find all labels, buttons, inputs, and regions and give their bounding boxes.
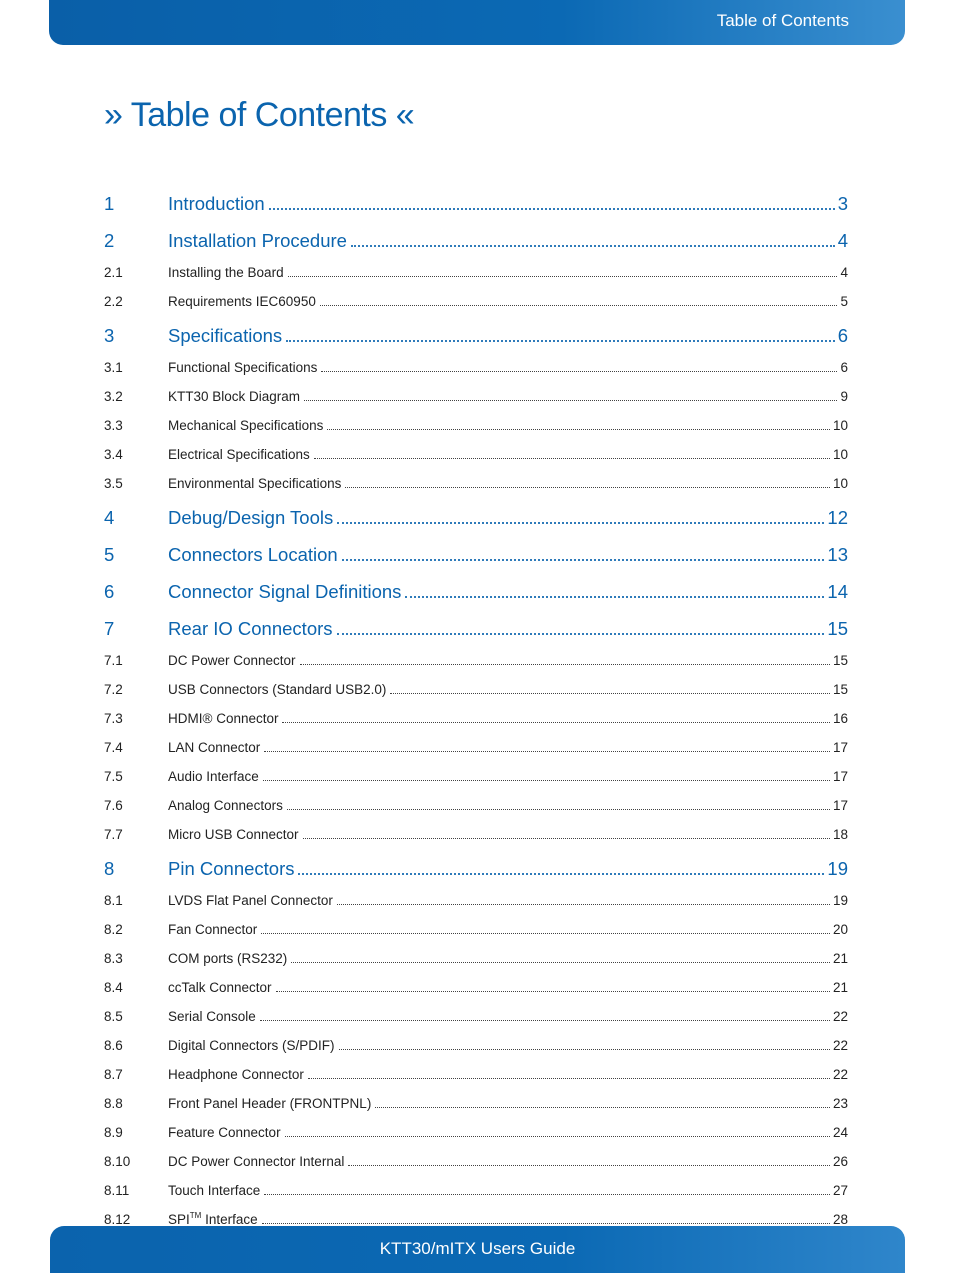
toc-entry-title: Digital Connectors (S/PDIF) [168, 1037, 335, 1053]
dot-leader [260, 1006, 830, 1021]
toc-entry-number: 8.11 [104, 1182, 130, 1198]
toc-entry-title: Touch Interface [168, 1182, 261, 1198]
toc-page-number: 17 [832, 797, 848, 813]
dot-leader [314, 444, 830, 459]
toc-entry-title: Analog Connectors [168, 797, 283, 813]
toc-entry-number: 3.3 [104, 417, 123, 433]
toc-entry-title: LVDS Flat Panel Connector [168, 892, 333, 908]
toc-page-number: 6 [837, 324, 848, 346]
dot-leader [337, 503, 824, 524]
toc-entry-number: 2.1 [104, 264, 123, 280]
toc-entry-title: Rear IO Connectors [168, 617, 333, 639]
toc-page-number: 28 [832, 1211, 848, 1227]
toc-entry-number: 8.9 [104, 1124, 123, 1140]
toc-entry-number: 6 [104, 580, 115, 602]
header-title: Table of Contents [716, 11, 849, 30]
dot-leader [337, 614, 825, 635]
dot-leader [327, 415, 830, 430]
toc-entry-number: 8.3 [104, 950, 123, 966]
dot-leader [264, 737, 830, 752]
toc-chapter-entry[interactable] [104, 184, 848, 221]
toc-section-entry[interactable] [104, 704, 848, 733]
dot-leader [345, 473, 830, 488]
toc-entry-number: 8.1 [104, 892, 123, 908]
toc-entry-title: Headphone Connector [168, 1066, 304, 1082]
toc-chapter-entry[interactable] [104, 535, 848, 572]
toc-entry-title-main: SPI [168, 1211, 190, 1227]
toc-entry-title: Electrical Specifications [168, 446, 310, 462]
toc-page-number: 27 [832, 1182, 848, 1198]
toc-page-number: 5 [840, 293, 848, 309]
toc-page-number: 19 [827, 857, 848, 879]
toc-section-entry[interactable] [104, 820, 848, 849]
toc-section-entry[interactable] [104, 1176, 848, 1205]
toc-page-number: 13 [827, 543, 848, 565]
toc-section-entry[interactable] [104, 1060, 848, 1089]
toc-page-number: 22 [832, 1037, 848, 1053]
toc-page-number: 17 [832, 739, 848, 755]
toc-entry-number: 2 [104, 229, 115, 251]
dot-leader [288, 262, 838, 277]
toc-page-number: 6 [840, 359, 848, 375]
toc-page-number: 9 [840, 388, 848, 404]
dot-leader [320, 291, 838, 306]
dot-leader [264, 1180, 830, 1195]
toc-section-entry[interactable] [104, 973, 848, 1002]
dot-leader [282, 708, 829, 723]
dot-leader [375, 1093, 830, 1108]
toc-entry-title: Serial Console [168, 1008, 256, 1024]
toc-entry-title: DC Power Connector Internal [168, 1153, 345, 1169]
toc-entry-title: ccTalk Connector [168, 979, 272, 995]
toc-page-number: 20 [832, 921, 848, 937]
toc-section-entry[interactable] [104, 733, 848, 762]
toc-entry-number: 8.12 [104, 1211, 131, 1227]
toc-section-entry[interactable] [104, 353, 848, 382]
toc-entry-title: HDMI® Connector [168, 710, 279, 726]
toc-entry-number: 2.2 [104, 293, 123, 309]
toc-page-number: 10 [832, 417, 848, 433]
toc-entry-number: 8.6 [104, 1037, 123, 1053]
toc-entry-title: Debug/Design Tools [168, 506, 334, 528]
toc-section-entry[interactable] [104, 258, 848, 287]
toc-entry-title: Specifications [168, 324, 283, 346]
toc-entry-title: Front Panel Header (FRONTPNL) [168, 1095, 372, 1111]
toc-page-number: 16 [832, 710, 848, 726]
toc-entry-title: Requirements IEC60950 [168, 293, 316, 309]
toc-entry-number: 7.2 [104, 681, 123, 697]
toc-entry-number: 3.1 [104, 359, 123, 375]
toc-entry-title: COM ports (RS232) [168, 950, 288, 966]
dot-leader [300, 650, 830, 665]
table-of-contents [104, 184, 848, 1234]
dot-leader [303, 824, 830, 839]
toc-section-entry[interactable] [104, 1118, 848, 1147]
toc-entry-title: Environmental Specifications [168, 475, 342, 491]
dot-leader [269, 189, 835, 210]
dot-leader [287, 795, 830, 810]
toc-section-entry[interactable] [104, 411, 848, 440]
dot-leader [286, 321, 835, 342]
toc-section-entry[interactable] [104, 762, 848, 791]
dot-leader [321, 357, 837, 372]
toc-entry-number: 8.8 [104, 1095, 123, 1111]
toc-entry-title: Fan Connector [168, 921, 258, 937]
footer-title: KTT30/mITX Users Guide [379, 1239, 576, 1258]
toc-chapter-entry[interactable] [104, 609, 848, 646]
toc-entry-title: Connector Signal Definitions [168, 580, 402, 602]
toc-section-entry[interactable] [104, 382, 848, 411]
dot-leader [351, 226, 835, 247]
toc-section-entry[interactable] [104, 469, 848, 498]
toc-entry-number: 3.4 [104, 446, 123, 462]
page-title: » Table of Contents « [104, 96, 415, 134]
toc-section-entry[interactable] [104, 944, 848, 973]
toc-page-number: 24 [832, 1124, 848, 1140]
toc-section-entry[interactable] [104, 440, 848, 469]
toc-entry-number: 1 [104, 192, 115, 214]
toc-entry-number: 8.4 [104, 979, 123, 995]
dot-leader [337, 890, 830, 905]
toc-entry-number: 3 [104, 324, 115, 346]
toc-entry-number: 7.7 [104, 826, 123, 842]
toc-section-entry[interactable] [104, 287, 848, 316]
toc-page-number: 15 [832, 652, 848, 668]
toc-page-number: 15 [827, 617, 848, 639]
trademark-superscript: TM [189, 1210, 202, 1220]
toc-entry-title-rest: Interface [201, 1211, 258, 1227]
toc-section-entry[interactable] [104, 1089, 848, 1118]
toc-entry-title: DC Power Connector [168, 652, 296, 668]
toc-section-entry[interactable] [104, 675, 848, 704]
toc-entry-title: LAN Connector [168, 739, 261, 755]
toc-entry-number: 5 [104, 543, 115, 565]
toc-section-entry[interactable] [104, 646, 848, 675]
toc-section-entry[interactable] [104, 791, 848, 820]
toc-section-entry[interactable] [104, 886, 848, 915]
toc-page-number: 12 [827, 506, 848, 528]
toc-entry-title: Introduction [168, 192, 265, 214]
toc-entry-number: 7.4 [104, 739, 123, 755]
toc-page-number: 21 [832, 979, 848, 995]
toc-page-number: 22 [832, 1008, 848, 1024]
toc-section-entry[interactable] [104, 1147, 848, 1176]
toc-section-entry[interactable] [104, 915, 848, 944]
dot-leader [339, 1035, 830, 1050]
dot-leader [263, 766, 830, 781]
dot-leader [390, 679, 830, 694]
toc-page-number: 26 [832, 1153, 848, 1169]
footer-band [50, 1226, 905, 1273]
toc-entry-number: 3.2 [104, 388, 123, 404]
toc-page-number: 4 [837, 229, 848, 251]
dot-leader [342, 540, 825, 561]
dot-leader [276, 977, 830, 992]
toc-entry-title [168, 1211, 262, 1227]
toc-entry-title: Audio Interface [168, 768, 259, 784]
dot-leader [285, 1122, 830, 1137]
dot-leader [308, 1064, 830, 1079]
toc-page-number: 22 [832, 1066, 848, 1082]
dot-leader [261, 919, 830, 934]
toc-entry-number: 7.6 [104, 797, 123, 813]
toc-entry-title: Installation Procedure [168, 229, 347, 251]
toc-entry-number: 8 [104, 857, 115, 879]
toc-page-number: 19 [832, 892, 848, 908]
toc-chapter-entry[interactable] [104, 572, 848, 609]
toc-page-number: 21 [832, 950, 848, 966]
toc-page-number: 4 [840, 264, 848, 280]
toc-chapter-entry[interactable] [104, 316, 848, 353]
dot-leader [262, 1209, 830, 1224]
toc-entry-title: Mechanical Specifications [168, 417, 324, 433]
toc-section-entry[interactable] [104, 1002, 848, 1031]
toc-entry-title: Pin Connectors [168, 857, 295, 879]
toc-entry-number: 8.10 [104, 1153, 131, 1169]
toc-entry-number: 4 [104, 506, 115, 528]
dot-leader [298, 854, 824, 875]
toc-chapter-entry[interactable] [104, 221, 848, 258]
toc-chapter-entry[interactable] [104, 849, 848, 886]
toc-entry-number: 8.7 [104, 1066, 123, 1082]
toc-page-number: 3 [837, 192, 848, 214]
dot-leader [304, 386, 837, 401]
toc-page-number: 14 [827, 580, 848, 602]
dot-leader [348, 1151, 830, 1166]
toc-page-number: 10 [832, 475, 848, 491]
dot-leader [291, 948, 830, 963]
toc-entry-title: Micro USB Connector [168, 826, 299, 842]
toc-entry-number: 7.5 [104, 768, 123, 784]
toc-entry-number: 8.5 [104, 1008, 123, 1024]
toc-page-number: 18 [832, 826, 848, 842]
toc-entry-title: Feature Connector [168, 1124, 281, 1140]
toc-entry-title: KTT30 Block Diagram [168, 388, 301, 404]
header-band [49, 0, 905, 45]
toc-entry-title: USB Connectors (Standard USB2.0) [168, 681, 387, 697]
toc-entry-title: Functional Specifications [168, 359, 318, 375]
toc-chapter-entry[interactable] [104, 498, 848, 535]
toc-page-number: 23 [832, 1095, 848, 1111]
toc-page-number: 10 [832, 446, 848, 462]
toc-page-number: 15 [832, 681, 848, 697]
dot-leader [405, 577, 824, 598]
toc-entry-number: 7.1 [104, 652, 123, 668]
toc-entry-title: Installing the Board [168, 264, 284, 280]
toc-entry-title: Connectors Location [168, 543, 338, 565]
toc-entry-number: 3.5 [104, 475, 123, 491]
toc-entry-number: 8.2 [104, 921, 123, 937]
toc-entry-number: 7 [104, 617, 115, 639]
toc-section-entry[interactable] [104, 1031, 848, 1060]
toc-page-number: 17 [832, 768, 848, 784]
toc-entry-number: 7.3 [104, 710, 123, 726]
